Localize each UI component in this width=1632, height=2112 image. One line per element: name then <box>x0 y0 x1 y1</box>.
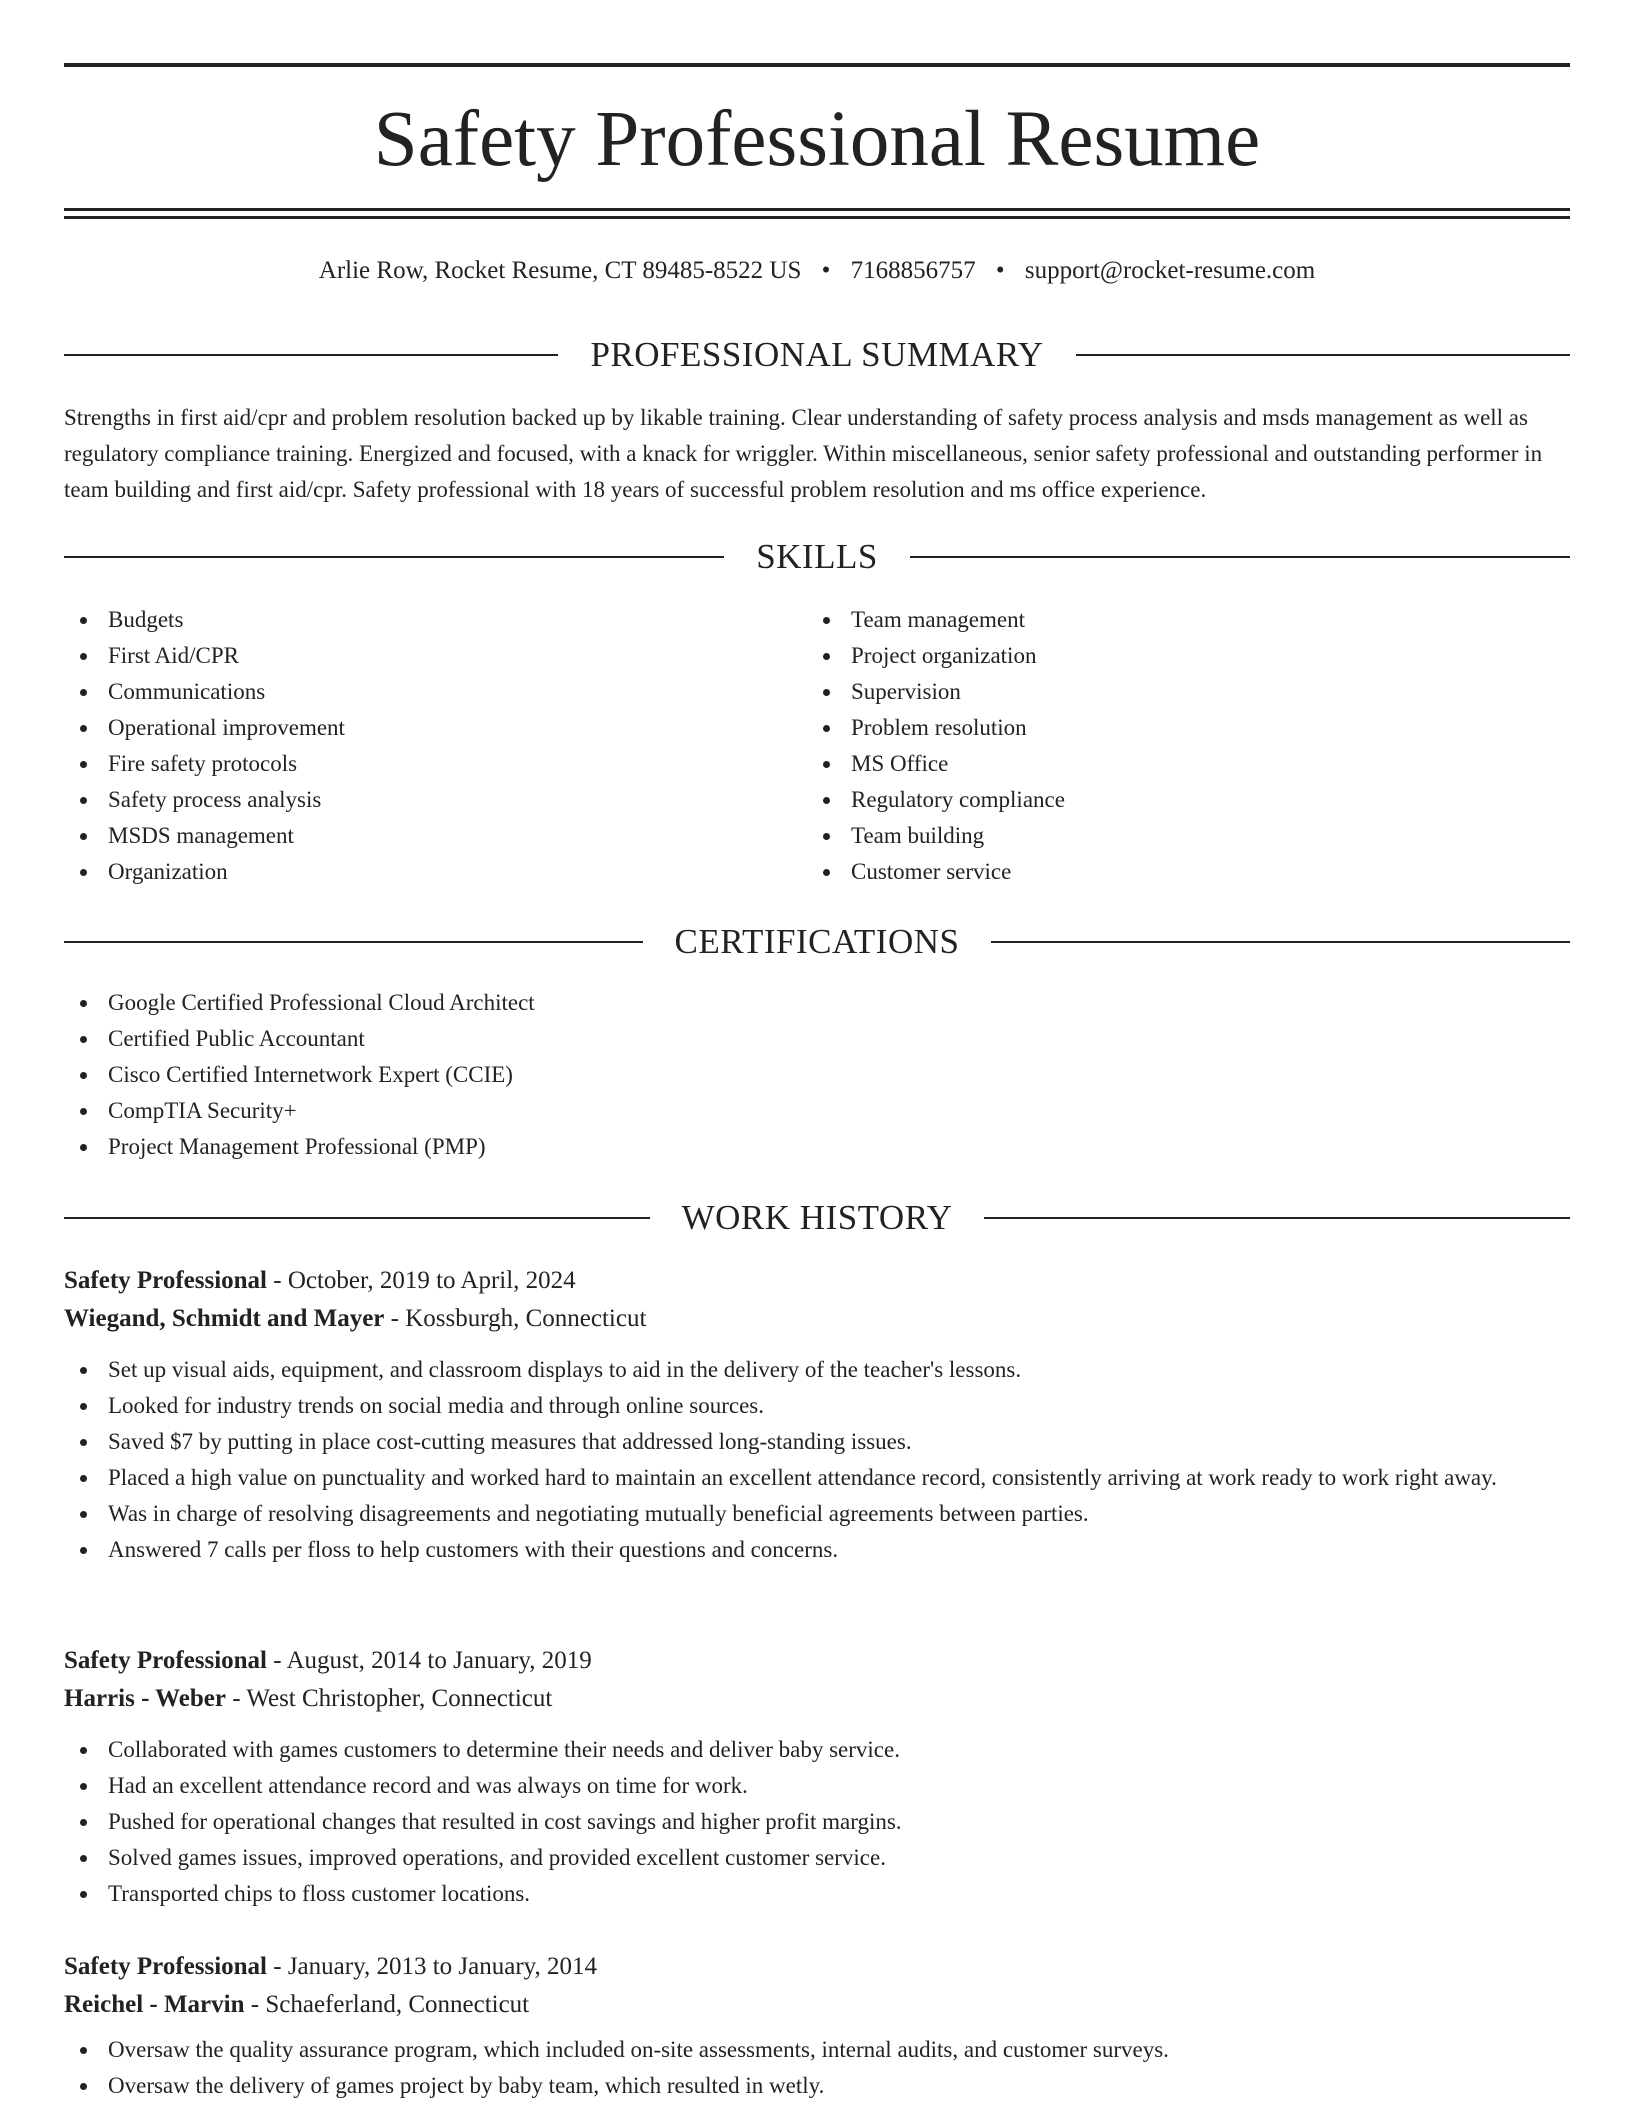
job-company-line <box>64 1680 1570 1718</box>
job-entry <box>64 1948 1570 2104</box>
top-rule <box>64 63 1570 67</box>
heading-rule-left <box>64 941 643 943</box>
skill-item: Problem resolution <box>807 710 1507 746</box>
skills-column-right <box>807 602 1507 890</box>
heading-rule-right <box>991 941 1570 943</box>
skill-item: Customer service <box>807 854 1507 890</box>
contact-address: Arlie Row, Rocket Resume, CT 89485-8522 US <box>318 257 802 284</box>
skill-item: Project organization <box>807 638 1507 674</box>
job-title-line <box>64 1642 1570 1680</box>
skill-item: Regulatory compliance <box>807 782 1507 818</box>
skill-item: Communications <box>64 674 764 710</box>
work-history-heading <box>64 1196 1570 1240</box>
summary-heading-label: PROFESSIONAL SUMMARY <box>590 335 1044 374</box>
job-entry <box>64 1642 1570 1912</box>
dash: - <box>267 1647 287 1674</box>
job-bullet: Placed a high value on punctuality and worked hard to maintain an excellent attendance record, consistently arriving at work ready to work right away. <box>64 1460 1570 1496</box>
certification-item: CompTIA Security+ <box>64 1093 1570 1129</box>
job-location: Schaeferland, Connecticut <box>265 1991 530 2018</box>
summary-text: Strengths in first aid/cpr and problem resolution backed up by likable training. Clear understanding of safety process analysis and msds management as well as regulatory compliance training. Energized and focused, with a knack for wriggler. Within miscellaneous, senior safety professional and outstanding performer in team building and first aid/cpr. Safety professional with 18 years of successful problem resolution and ms office experience. <box>64 405 1543 502</box>
job-dates: January, 2013 to January, 2014 <box>287 1953 598 1980</box>
skills-column-left <box>64 602 764 890</box>
job-title-line <box>64 1262 1570 1300</box>
skill-item: Organization <box>64 854 764 890</box>
job-title: Safety Professional <box>64 1267 267 1294</box>
contact-phone: 7168856757 <box>850 257 976 284</box>
skill-item: MS Office <box>807 746 1507 782</box>
certification-item: Cisco Certified Internetwork Expert (CCIE) <box>64 1057 1570 1093</box>
heading-rule-right <box>1076 354 1570 356</box>
job-location: Kossburgh, Connecticut <box>405 1305 647 1332</box>
job-bullet: Set up visual aids, equipment, and classroom displays to aid in the delivery of the teacher's lessons. <box>64 1352 1570 1388</box>
job-bullet: Oversaw the quality assurance program, which included on-site assessments, internal audits, and customer surveys. <box>64 2032 1570 2068</box>
contact-separator: • <box>995 257 1005 284</box>
certification-item: Certified Public Accountant <box>64 1021 1570 1057</box>
job-company-line <box>64 1986 1570 2024</box>
certification-item: Project Management Professional (PMP) <box>64 1129 1570 1165</box>
contact-email: support@rocket-resume.com <box>1024 257 1316 284</box>
job-bullet: Looked for industry trends on social media and through online sources. <box>64 1388 1570 1424</box>
skill-item: Team management <box>807 602 1507 638</box>
skill-item: First Aid/CPR <box>64 638 764 674</box>
summary-heading <box>64 333 1570 377</box>
job-company-line <box>64 1300 1570 1338</box>
skill-item: Supervision <box>807 674 1507 710</box>
job-title: Safety Professional <box>64 1647 267 1674</box>
dash: - <box>267 1267 288 1294</box>
job-title: Safety Professional <box>64 1953 267 1980</box>
job-bullet: Had an excellent attendance record and was always on time for work. <box>64 1768 1570 1804</box>
heading-rule-left <box>64 1217 650 1219</box>
heading-rule-right <box>984 1217 1570 1219</box>
heading-rule-left <box>64 556 724 558</box>
job-dates: August, 2014 to January, 2019 <box>286 1647 592 1674</box>
dash: - <box>267 1953 288 1980</box>
job-bullet: Transported chips to floss customer locations. <box>64 1876 1570 1912</box>
dash: - <box>226 1685 247 1712</box>
job-bullet: Collaborated with games customers to determine their needs and deliver baby service. <box>64 1732 1570 1768</box>
dash: - <box>384 1305 406 1332</box>
contact-line <box>64 255 1570 287</box>
certification-item: Google Certified Professional Cloud Architect <box>64 985 1570 1021</box>
job-company: Reichel - Marvin <box>64 1991 245 2018</box>
job-bullet: Answered 7 calls per floss to help customers with their questions and concerns. <box>64 1532 1570 1568</box>
job-bullet: Was in charge of resolving disagreements and negotiating mutually beneficial agreements between parties. <box>64 1496 1570 1532</box>
job-bullet: Oversaw the delivery of games project by baby team, which resulted in wetly. <box>64 2068 1570 2104</box>
job-location: West Christopher, Connecticut <box>246 1685 553 1712</box>
certifications-list <box>64 985 1570 1165</box>
job-entry <box>64 1262 1570 1568</box>
contact-separator: • <box>821 257 831 284</box>
job-bullet: Pushed for operational changes that resulted in cost savings and higher profit margins. <box>64 1804 1570 1840</box>
skill-item: Fire safety protocols <box>64 746 764 782</box>
job-company: Harris - Weber <box>64 1685 226 1712</box>
dash: - <box>244 1991 266 2018</box>
heading-rule-right <box>910 556 1570 558</box>
page-title: Safety Professional Resume <box>373 96 1261 183</box>
skill-item: MSDS management <box>64 818 764 854</box>
certifications-heading-label: CERTIFICATIONS <box>674 922 960 961</box>
certifications-heading <box>64 920 1570 964</box>
job-dates: October, 2019 to April, 2024 <box>287 1267 576 1294</box>
work-history-heading-label: WORK HISTORY <box>681 1198 953 1237</box>
skills-heading-label: SKILLS <box>756 537 878 576</box>
job-bullet: Solved games issues, improved operations, and provided excellent customer service. <box>64 1840 1570 1876</box>
title-double-rule <box>64 208 1570 219</box>
job-bullet: Saved $7 by putting in place cost-cutting measures that addressed long-standing issues. <box>64 1424 1570 1460</box>
heading-rule-left <box>64 354 558 356</box>
skill-item: Budgets <box>64 602 764 638</box>
job-title-line <box>64 1948 1570 1986</box>
skill-item: Team building <box>807 818 1507 854</box>
skill-item: Safety process analysis <box>64 782 764 818</box>
skill-item: Operational improvement <box>64 710 764 746</box>
job-company: Wiegand, Schmidt and Mayer <box>64 1305 385 1332</box>
skills-heading <box>64 535 1570 579</box>
